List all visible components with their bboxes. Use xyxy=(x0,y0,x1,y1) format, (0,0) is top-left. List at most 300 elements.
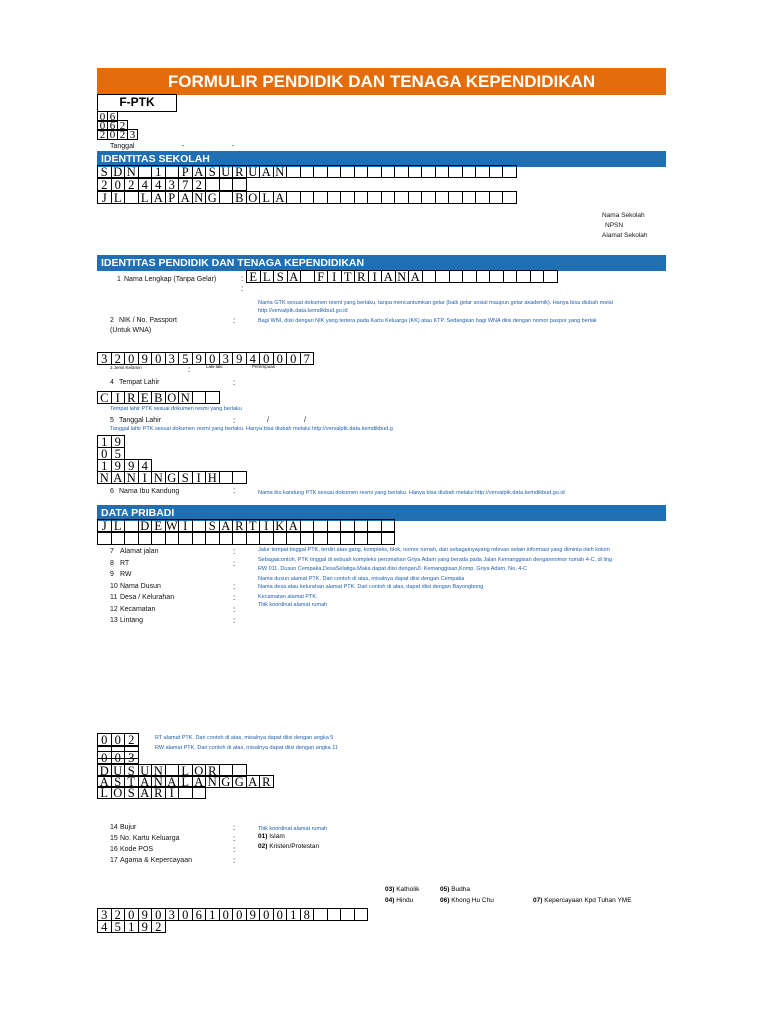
char-box[interactable]: A xyxy=(273,191,288,204)
char-box[interactable]: I xyxy=(178,519,193,532)
char-box[interactable]: W xyxy=(165,519,178,532)
char-box[interactable] xyxy=(516,270,531,283)
char-box[interactable] xyxy=(165,532,180,545)
char-box[interactable]: R xyxy=(232,519,247,532)
char-box[interactable]: P xyxy=(165,191,180,204)
char-box[interactable]: S xyxy=(97,165,112,178)
char-box[interactable]: U xyxy=(138,764,153,777)
char-box[interactable] xyxy=(489,165,504,178)
char-box[interactable]: 6 xyxy=(192,908,207,921)
char-box[interactable]: 2 xyxy=(97,178,112,191)
char-box[interactable]: L xyxy=(111,519,126,532)
char-box[interactable] xyxy=(178,786,193,799)
char-box[interactable] xyxy=(232,471,247,484)
char-box[interactable]: N xyxy=(395,270,410,283)
char-box[interactable] xyxy=(381,165,396,178)
char-box[interactable] xyxy=(313,532,328,545)
char-box[interactable]: 1 xyxy=(286,908,301,921)
char-box[interactable]: 5 xyxy=(178,352,193,365)
field-note: Sebagaicontoh, PTK tinggal di sebuah kompleks perumahan Griya Adam yang berada pada Jalan Kemanggisan dengannomor rumah 4-C, di ling xyxy=(258,556,613,563)
char-box[interactable]: N xyxy=(151,775,166,788)
char-box[interactable] xyxy=(408,191,423,204)
char-box[interactable]: 0 xyxy=(97,447,112,460)
char-box[interactable]: L xyxy=(178,764,193,777)
field-label: No. Kartu Keluarga xyxy=(120,835,180,842)
char-box[interactable]: S xyxy=(124,764,139,777)
char-box[interactable]: R xyxy=(205,764,220,777)
char-box[interactable] xyxy=(354,165,369,178)
alamat-sekolah-boxes[interactable] xyxy=(97,191,516,204)
char-box[interactable] xyxy=(408,165,423,178)
char-box[interactable]: I xyxy=(111,391,126,404)
char-box[interactable] xyxy=(138,165,153,178)
char-box[interactable]: S xyxy=(111,775,126,788)
kecamatan-boxes[interactable] xyxy=(97,786,205,799)
char-box[interactable] xyxy=(503,270,518,283)
char-box[interactable]: 0 xyxy=(259,352,274,365)
char-box[interactable]: A xyxy=(246,775,261,788)
char-box[interactable] xyxy=(286,532,301,545)
char-box[interactable]: 8 xyxy=(300,908,315,921)
char-box[interactable]: 9 xyxy=(138,908,153,921)
char-box[interactable]: A xyxy=(286,519,301,532)
char-box[interactable]: A xyxy=(219,519,234,532)
char-box[interactable]: G xyxy=(205,191,220,204)
char-box[interactable]: D xyxy=(97,764,112,777)
tempat-lahir-boxes[interactable] xyxy=(97,391,219,404)
char-box[interactable] xyxy=(192,391,207,404)
char-box[interactable]: N xyxy=(151,471,166,484)
char-box[interactable] xyxy=(205,391,220,404)
agama-name: Hindu xyxy=(396,897,414,904)
char-box[interactable]: U xyxy=(111,764,126,777)
char-box[interactable] xyxy=(273,532,288,545)
char-box[interactable]: N xyxy=(178,391,193,404)
char-box[interactable]: 5 xyxy=(111,447,126,460)
char-box[interactable]: 9 xyxy=(232,352,247,365)
char-box[interactable] xyxy=(435,270,450,283)
char-box[interactable]: 9 xyxy=(192,352,207,365)
char-box[interactable]: 9 xyxy=(138,352,153,365)
char-box[interactable]: 6 xyxy=(107,111,118,122)
char-box[interactable] xyxy=(313,191,328,204)
char-box[interactable]: 9 xyxy=(111,435,126,448)
char-box[interactable]: 3 xyxy=(219,352,234,365)
char-box[interactable]: L xyxy=(178,775,193,788)
nama-ibu-boxes[interactable] xyxy=(97,471,246,484)
char-box[interactable] xyxy=(232,178,247,191)
agama-option-03[interactable] xyxy=(385,886,419,893)
char-box[interactable] xyxy=(219,178,234,191)
char-box[interactable]: 9 xyxy=(124,459,139,472)
char-box[interactable]: 0 xyxy=(232,908,247,921)
char-box[interactable]: N xyxy=(124,471,139,484)
char-box[interactable] xyxy=(286,191,301,204)
form-title: FORMULIR PENDIDIK DAN TENAGA KEPENDIDIKAN xyxy=(97,68,666,95)
char-box[interactable] xyxy=(367,191,382,204)
char-box[interactable] xyxy=(205,532,220,545)
char-box[interactable]: 2 xyxy=(151,920,166,933)
char-box[interactable]: 3 xyxy=(165,178,180,191)
char-box[interactable] xyxy=(502,191,517,204)
char-box[interactable]: A xyxy=(259,165,274,178)
char-box[interactable]: 0 xyxy=(178,908,193,921)
char-box[interactable]: D xyxy=(138,519,153,532)
char-box[interactable]: A xyxy=(138,786,153,799)
char-box[interactable]: 9 xyxy=(111,459,126,472)
char-box[interactable]: 2 xyxy=(97,129,108,140)
char-box[interactable] xyxy=(422,270,437,283)
char-box[interactable]: F xyxy=(314,270,329,283)
char-box[interactable]: U xyxy=(246,165,261,178)
char-box[interactable] xyxy=(394,165,409,178)
char-box[interactable]: 4 xyxy=(97,920,112,933)
char-box[interactable]: 4 xyxy=(138,459,153,472)
char-box[interactable] xyxy=(192,519,207,532)
char-box[interactable] xyxy=(192,786,207,799)
char-box[interactable]: I xyxy=(327,270,342,283)
char-box[interactable]: 7 xyxy=(300,352,315,365)
char-box[interactable] xyxy=(435,165,450,178)
char-box[interactable]: I xyxy=(138,471,153,484)
agama-name: Islam xyxy=(269,833,285,840)
char-box[interactable] xyxy=(340,908,355,921)
char-box[interactable] xyxy=(300,532,315,545)
char-box[interactable]: G xyxy=(232,775,247,788)
nama-sekolah-boxes[interactable] xyxy=(97,165,516,178)
char-box[interactable] xyxy=(448,165,463,178)
char-box[interactable] xyxy=(124,532,139,545)
agama-option-02[interactable] xyxy=(258,843,319,850)
char-box[interactable]: J xyxy=(97,519,112,532)
char-box[interactable]: 3 xyxy=(124,751,139,764)
char-box[interactable]: S xyxy=(178,471,193,484)
char-box[interactable]: E xyxy=(138,391,153,404)
char-box[interactable]: 4 xyxy=(151,178,166,191)
field-4-number: 4 xyxy=(110,379,114,386)
field-colon: : xyxy=(233,581,236,591)
char-box[interactable]: N xyxy=(124,165,139,178)
char-box[interactable]: 0 xyxy=(273,352,288,365)
char-box[interactable] xyxy=(192,532,207,545)
char-box[interactable]: I xyxy=(259,519,274,532)
char-box[interactable]: 3 xyxy=(97,908,112,921)
agama-option-06[interactable] xyxy=(440,897,494,904)
char-box[interactable]: H xyxy=(205,471,220,484)
char-box[interactable]: I xyxy=(192,471,207,484)
char-box[interactable]: A xyxy=(178,191,193,204)
char-box[interactable]: 1 xyxy=(97,459,112,472)
char-box[interactable] xyxy=(313,908,328,921)
char-box[interactable]: 3 xyxy=(127,129,138,140)
char-box[interactable]: 0 xyxy=(151,908,166,921)
char-box[interactable]: A xyxy=(287,270,302,283)
char-box[interactable] xyxy=(124,519,139,532)
char-box[interactable]: A xyxy=(408,270,423,283)
field-number: 14 xyxy=(110,824,118,831)
char-box[interactable] xyxy=(300,165,315,178)
char-box[interactable]: 0 xyxy=(111,178,126,191)
char-box[interactable] xyxy=(327,532,342,545)
char-box[interactable] xyxy=(530,270,545,283)
char-box[interactable]: 0 xyxy=(97,751,112,764)
char-box[interactable] xyxy=(448,191,463,204)
char-box[interactable] xyxy=(367,165,382,178)
nama-lengkap-boxes[interactable] xyxy=(246,270,557,283)
char-box[interactable] xyxy=(489,191,504,204)
char-box[interactable]: B xyxy=(151,391,166,404)
char-box[interactable]: N xyxy=(205,775,220,788)
char-box[interactable]: 2 xyxy=(192,178,207,191)
char-box[interactable] xyxy=(138,532,153,545)
gender-option-female[interactable]: Perempuan xyxy=(252,364,276,369)
field-2-colon: : xyxy=(233,316,236,325)
char-box[interactable] xyxy=(151,532,166,545)
char-box[interactable] xyxy=(354,191,369,204)
char-box[interactable]: A xyxy=(165,775,180,788)
alamat-jalan-boxes-row-2[interactable] xyxy=(97,532,394,545)
char-box[interactable]: S xyxy=(205,519,220,532)
char-box[interactable]: 0 xyxy=(111,733,126,746)
char-box[interactable]: R xyxy=(354,270,369,283)
char-box[interactable] xyxy=(327,165,342,178)
char-box[interactable] xyxy=(246,532,261,545)
field-2-number: 2 xyxy=(110,317,114,324)
char-box[interactable]: B xyxy=(232,191,247,204)
date-year-boxes[interactable] xyxy=(97,129,137,140)
char-box[interactable]: I xyxy=(368,270,383,283)
char-box[interactable] xyxy=(219,532,234,545)
char-box[interactable] xyxy=(165,165,180,178)
char-box[interactable] xyxy=(340,191,355,204)
kode-pos-boxes[interactable] xyxy=(97,920,165,933)
char-box[interactable]: 0 xyxy=(273,908,288,921)
char-box[interactable] xyxy=(354,908,369,921)
field-3-colon: : xyxy=(188,365,191,374)
char-box[interactable]: 2 xyxy=(124,733,139,746)
char-box[interactable] xyxy=(543,270,558,283)
char-box[interactable] xyxy=(111,532,126,545)
char-box[interactable]: S xyxy=(205,165,220,178)
char-box[interactable] xyxy=(462,270,477,283)
char-box[interactable] xyxy=(232,532,247,545)
char-box[interactable]: 4 xyxy=(138,178,153,191)
char-box[interactable]: A xyxy=(138,775,153,788)
char-box[interactable] xyxy=(124,191,139,204)
date-sep-2: - xyxy=(232,143,235,150)
char-box[interactable]: 9 xyxy=(138,920,153,933)
rt-boxes[interactable] xyxy=(97,733,138,746)
char-box[interactable]: 0 xyxy=(205,352,220,365)
char-box[interactable]: 3 xyxy=(165,908,180,921)
char-box[interactable]: E xyxy=(246,270,261,283)
gender-option-male[interactable]: Laki-laki xyxy=(206,364,223,369)
char-box[interactable] xyxy=(354,532,369,545)
char-box[interactable]: L xyxy=(260,270,275,283)
char-box[interactable] xyxy=(300,270,315,283)
char-box[interactable]: 5 xyxy=(111,920,126,933)
rw-boxes[interactable] xyxy=(97,751,138,764)
char-box[interactable] xyxy=(313,519,328,532)
char-box[interactable] xyxy=(421,165,436,178)
field-5-colon: : xyxy=(233,416,236,425)
char-box[interactable] xyxy=(367,519,382,532)
field-colon: : xyxy=(233,547,236,556)
char-box[interactable]: 2 xyxy=(117,120,128,131)
char-box[interactable] xyxy=(286,165,301,178)
char-box[interactable] xyxy=(340,532,355,545)
char-box[interactable]: I xyxy=(165,786,180,799)
char-box[interactable] xyxy=(219,471,234,484)
char-box[interactable]: 4 xyxy=(246,352,261,365)
char-box[interactable]: U xyxy=(219,165,234,178)
char-box[interactable]: L xyxy=(138,191,153,204)
char-box[interactable] xyxy=(327,908,342,921)
agama-option-05[interactable] xyxy=(440,886,470,893)
char-box[interactable]: 1 xyxy=(97,435,112,448)
char-box[interactable]: 0 xyxy=(286,352,301,365)
agama-option-07[interactable] xyxy=(533,897,632,904)
char-box[interactable]: T xyxy=(124,775,139,788)
char-box[interactable] xyxy=(421,191,436,204)
char-box[interactable]: 2 xyxy=(111,908,126,921)
char-box[interactable]: 0 xyxy=(151,352,166,365)
char-box[interactable]: 0 xyxy=(259,908,274,921)
char-box[interactable]: 2 xyxy=(117,129,128,140)
char-box[interactable]: 9 xyxy=(246,908,261,921)
char-box[interactable] xyxy=(367,532,382,545)
char-box[interactable]: O xyxy=(246,191,261,204)
char-box[interactable] xyxy=(340,165,355,178)
char-box[interactable]: A xyxy=(151,191,166,204)
char-box[interactable]: A xyxy=(192,165,207,178)
char-box[interactable]: N xyxy=(151,764,166,777)
char-box[interactable]: L xyxy=(111,191,126,204)
char-box[interactable]: 1 xyxy=(151,165,166,178)
char-box[interactable]: S xyxy=(273,270,288,283)
char-box[interactable]: 0 xyxy=(107,129,118,140)
char-box[interactable] xyxy=(475,191,490,204)
char-box[interactable] xyxy=(340,519,355,532)
char-box[interactable]: R xyxy=(151,786,166,799)
npsn-boxes[interactable] xyxy=(97,178,246,191)
agama-code: 02) xyxy=(258,843,268,850)
char-box[interactable] xyxy=(489,270,504,283)
char-box[interactable]: L xyxy=(97,786,112,799)
char-box[interactable]: T xyxy=(341,270,356,283)
nik-boxes[interactable] xyxy=(97,352,313,365)
agama-option-01[interactable] xyxy=(258,833,285,840)
field-colon: : xyxy=(233,604,236,614)
char-box[interactable] xyxy=(394,191,409,204)
char-box[interactable]: A xyxy=(381,270,396,283)
char-box[interactable]: 2 xyxy=(111,352,126,365)
char-box[interactable]: O xyxy=(192,764,207,777)
char-box[interactable] xyxy=(259,532,274,545)
field-4-label: Tempat Lahir xyxy=(119,379,160,386)
char-box[interactable] xyxy=(327,191,342,204)
char-box[interactable]: N xyxy=(97,471,112,484)
char-box[interactable]: T xyxy=(246,519,261,532)
alamat-jalan-boxes[interactable] xyxy=(97,519,394,532)
char-box[interactable]: 0 xyxy=(124,908,139,921)
char-box[interactable]: R xyxy=(124,391,139,404)
char-box[interactable] xyxy=(462,165,477,178)
char-box[interactable]: A xyxy=(192,775,207,788)
char-box[interactable]: 0 xyxy=(97,733,112,746)
char-box[interactable] xyxy=(97,532,112,545)
char-box[interactable]: D xyxy=(111,165,126,178)
char-box[interactable] xyxy=(502,165,517,178)
char-box[interactable]: E xyxy=(151,519,166,532)
char-box[interactable]: L xyxy=(259,191,274,204)
char-box[interactable]: A xyxy=(111,471,126,484)
char-box[interactable] xyxy=(300,191,315,204)
agama-code: 01) xyxy=(258,833,268,840)
char-box[interactable]: N xyxy=(273,165,288,178)
char-box[interactable] xyxy=(381,191,396,204)
char-box[interactable]: 3 xyxy=(165,352,180,365)
char-box[interactable]: 0 xyxy=(97,111,108,122)
char-box[interactable]: G xyxy=(219,775,234,788)
field-5-sep-1: / xyxy=(267,417,269,424)
char-box[interactable]: 1 xyxy=(124,920,139,933)
char-box[interactable] xyxy=(178,532,193,545)
char-box[interactable] xyxy=(435,191,450,204)
char-box[interactable]: 0 xyxy=(111,751,126,764)
char-box[interactable]: 1 xyxy=(205,908,220,921)
char-box[interactable] xyxy=(475,165,490,178)
char-box[interactable] xyxy=(476,270,491,283)
date-sep-1: - xyxy=(182,143,185,150)
char-box[interactable]: 6 xyxy=(107,120,118,131)
char-box[interactable]: R xyxy=(232,165,247,178)
char-box[interactable]: P xyxy=(178,165,193,178)
char-box[interactable] xyxy=(381,532,396,545)
char-box[interactable]: 0 xyxy=(124,352,139,365)
char-box[interactable]: K xyxy=(273,519,288,532)
char-box[interactable] xyxy=(449,270,464,283)
char-box[interactable]: J xyxy=(97,191,112,204)
char-box[interactable]: 7 xyxy=(178,178,193,191)
char-box[interactable] xyxy=(205,178,220,191)
field-label: RW xyxy=(120,571,132,578)
field-colon: : xyxy=(233,616,236,625)
char-box[interactable]: 0 xyxy=(219,908,234,921)
char-box[interactable]: O xyxy=(165,391,180,404)
section-data-pribadi: DATA PRIBADI xyxy=(97,505,666,521)
char-box[interactable]: G xyxy=(165,471,180,484)
char-box[interactable]: A xyxy=(97,775,112,788)
char-box[interactable] xyxy=(300,519,315,532)
char-box[interactable]: 2 xyxy=(124,178,139,191)
char-box[interactable] xyxy=(354,519,369,532)
char-box[interactable] xyxy=(327,519,342,532)
char-box[interactable]: N xyxy=(192,191,207,204)
char-box[interactable] xyxy=(313,165,328,178)
char-box[interactable]: 3 xyxy=(97,352,112,365)
char-box[interactable] xyxy=(462,191,477,204)
field-colon: : xyxy=(233,845,236,854)
agama-option-04[interactable] xyxy=(385,897,413,904)
char-box[interactable]: O xyxy=(111,786,126,799)
char-box[interactable]: 0 xyxy=(97,120,108,131)
char-box[interactable]: S xyxy=(124,786,139,799)
char-box[interactable] xyxy=(381,519,396,532)
char-box[interactable] xyxy=(219,191,234,204)
char-box[interactable]: C xyxy=(97,391,112,404)
char-box[interactable]: R xyxy=(259,775,274,788)
